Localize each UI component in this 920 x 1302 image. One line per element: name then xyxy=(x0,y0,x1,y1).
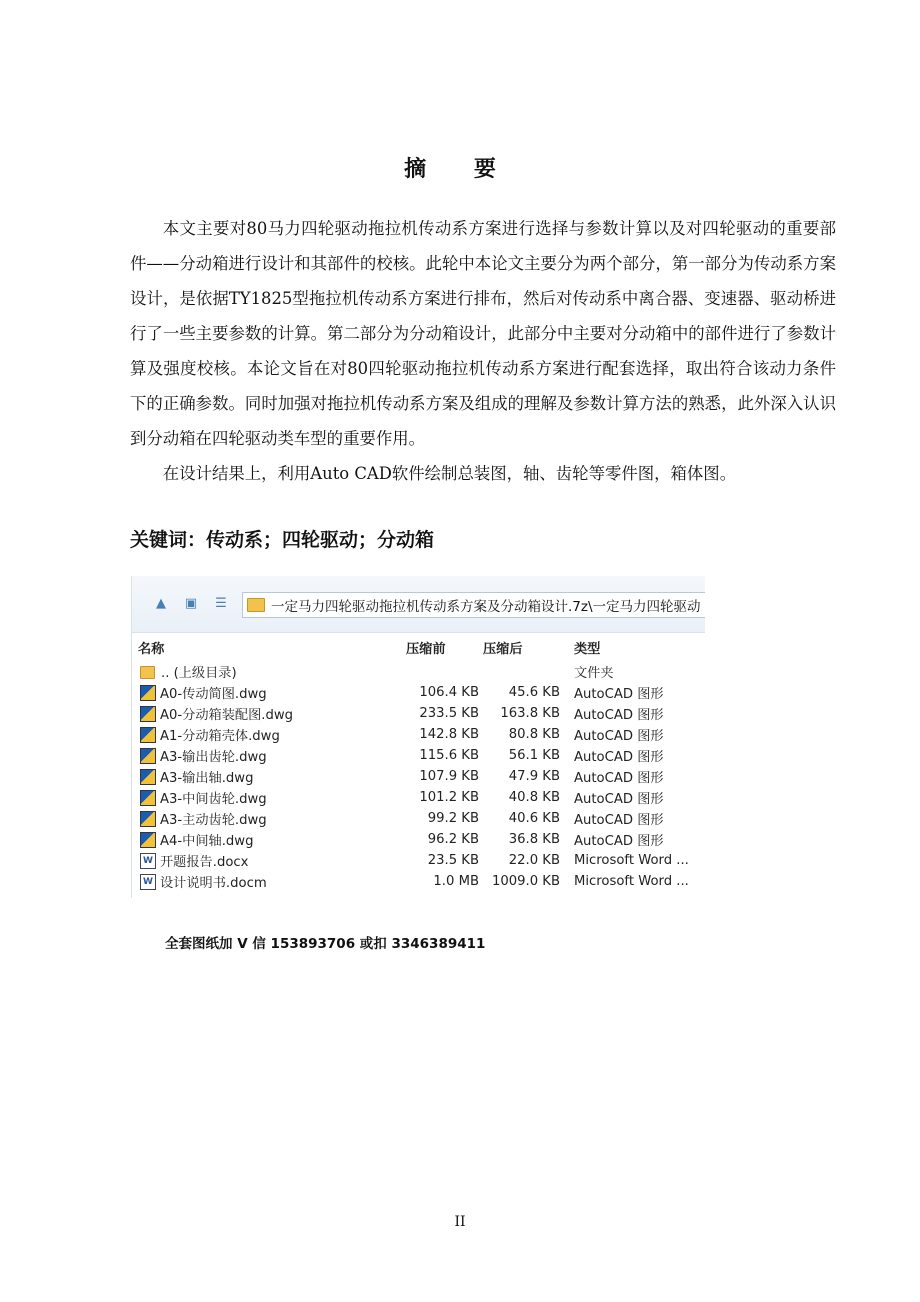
file-original-size: 233.5 KB xyxy=(419,706,479,721)
file-name: A1-分动箱壳体.dwg xyxy=(160,729,280,744)
file-list-header xyxy=(132,633,705,661)
file-type: AutoCAD 图形 xyxy=(574,771,664,786)
file-name-cell xyxy=(132,704,362,723)
file-name: .. (上级目录) xyxy=(161,666,237,681)
word-file-icon: W xyxy=(140,874,156,890)
file-compressed-size: 36.8 KB xyxy=(508,832,560,847)
file-name-cell xyxy=(132,809,362,828)
file-compressed-size: 22.0 KB xyxy=(508,853,560,868)
folder-icon xyxy=(140,666,155,679)
file-row[interactable] xyxy=(132,745,705,766)
dwg-file-icon xyxy=(140,748,156,764)
page-number: II xyxy=(454,1214,466,1230)
file-name-cell xyxy=(132,851,362,870)
file-name: A3-输出齿轮.dwg xyxy=(160,750,267,765)
dwg-file-icon xyxy=(140,832,156,848)
file-type: AutoCAD 图形 xyxy=(574,708,664,723)
file-name: A0-传动简图.dwg xyxy=(160,687,267,702)
file-row[interactable] xyxy=(132,703,705,724)
archive-explorer-screenshot xyxy=(131,576,705,898)
address-bar[interactable] xyxy=(242,592,705,618)
file-original-size: 142.8 KB xyxy=(419,727,479,742)
file-name-cell xyxy=(132,767,362,786)
contact-note: 全套图纸加 V 信 153893706 或扣 3346389411 xyxy=(165,936,486,952)
column-compressed-size[interactable]: 压缩后 xyxy=(483,641,523,657)
file-name: A0-分动箱装配图.dwg xyxy=(160,708,294,723)
keywords-line: 关键词：传动系；四轮驱动；分动箱 xyxy=(130,529,435,551)
file-original-size: 115.6 KB xyxy=(419,748,479,763)
list-view-icon[interactable]: ☰ xyxy=(215,596,227,611)
file-name: A3-中间齿轮.dwg xyxy=(160,792,267,807)
file-name: A3-输出轴.dwg xyxy=(160,771,254,786)
file-row[interactable] xyxy=(132,682,705,703)
up-arrow-icon[interactable]: ▲ xyxy=(156,596,166,611)
file-compressed-size: 47.9 KB xyxy=(508,769,560,784)
file-row[interactable] xyxy=(132,808,705,829)
file-type: AutoCAD 图形 xyxy=(574,750,664,765)
file-type: AutoCAD 图形 xyxy=(574,834,664,849)
file-name-cell xyxy=(132,746,362,765)
explorer-toolbar xyxy=(132,576,705,633)
file-row[interactable] xyxy=(132,766,705,787)
file-compressed-size: 40.6 KB xyxy=(508,811,560,826)
file-original-size: 99.2 KB xyxy=(427,811,479,826)
address-path: 一定马力四轮驱动拖拉机传动系方案及分动箱设计.7z\一定马力四轮驱动 xyxy=(271,599,701,615)
column-name[interactable]: 名称 xyxy=(138,641,165,657)
dwg-file-icon xyxy=(140,811,156,827)
file-row[interactable] xyxy=(132,829,705,850)
file-compressed-size: 1009.0 KB xyxy=(491,874,560,889)
file-row[interactable] xyxy=(132,871,705,892)
file-type: Microsoft Word ... xyxy=(574,853,689,868)
file-name-cell xyxy=(132,683,362,702)
page-title: 摘 要 xyxy=(404,157,516,182)
file-compressed-size: 45.6 KB xyxy=(508,685,560,700)
file-row[interactable] xyxy=(132,787,705,808)
file-name-cell xyxy=(132,872,362,891)
file-name-cell xyxy=(132,662,362,681)
file-type: AutoCAD 图形 xyxy=(574,792,664,807)
dwg-file-icon xyxy=(140,769,156,785)
dwg-file-icon xyxy=(140,790,156,806)
file-original-size: 101.2 KB xyxy=(419,790,479,805)
file-row[interactable] xyxy=(132,850,705,871)
abstract-paragraph-1: 本文主要对80马力四轮驱动拖拉机传动系方案进行选择与参数计算以及对四轮驱动的重要部件——分动箱进行设计和其部件的校核。此轮中本论文主要分为两个部分，第一部分为传动系方案设计，是依据TY1825型拖拉机传动系方案进行排布，然后对传动系中离合器、变速器、驱动桥进行了一些主要参数的计算。第二部分为分动箱设计，此部分中主要对分动箱中的部件进行了参数计算及强度校核。本论文旨在对80四轮驱动拖拉机传动系方案进行配套选择，取出符合该动力条件下的正确参数。同时加强对拖拉机传动系方案及组成的理解及参数计算方法的熟悉，此外深入认识到分动箱在四轮驱动类车型的重要作用。 xyxy=(130,219,836,448)
file-name-cell xyxy=(132,788,362,807)
file-type: Microsoft Word ... xyxy=(574,874,689,889)
file-name: 开题报告.docx xyxy=(160,855,249,870)
file-original-size: 106.4 KB xyxy=(419,685,479,700)
archive-icon xyxy=(247,598,265,612)
abstract-paragraph-2: 在设计结果上，利用Auto CAD软件绘制总装图，轴、齿轮等零件图，箱体图。 xyxy=(162,464,737,483)
abstract-body xyxy=(130,211,836,491)
file-compressed-size: 80.8 KB xyxy=(508,727,560,742)
file-type: AutoCAD 图形 xyxy=(574,813,664,828)
column-original-size[interactable]: 压缩前 xyxy=(406,641,446,657)
file-type: AutoCAD 图形 xyxy=(574,687,664,702)
file-compressed-size: 163.8 KB xyxy=(500,706,560,721)
dwg-file-icon xyxy=(140,685,156,701)
file-name: 设计说明书.docm xyxy=(160,876,267,891)
file-name: A3-主动齿轮.dwg xyxy=(160,813,267,828)
dwg-file-icon xyxy=(140,727,156,743)
file-original-size: 23.5 KB xyxy=(427,853,479,868)
word-file-icon: W xyxy=(140,853,156,869)
dwg-file-icon xyxy=(140,706,156,722)
file-original-size: 107.9 KB xyxy=(419,769,479,784)
file-row[interactable] xyxy=(132,724,705,745)
file-row[interactable] xyxy=(132,661,705,682)
column-type[interactable]: 类型 xyxy=(574,641,601,657)
file-name: A4-中间轴.dwg xyxy=(160,834,254,849)
view-icon[interactable]: ▣ xyxy=(184,596,198,611)
file-original-size: 96.2 KB xyxy=(427,832,479,847)
file-list xyxy=(132,661,705,892)
file-name-cell xyxy=(132,725,362,744)
file-compressed-size: 40.8 KB xyxy=(508,790,560,805)
file-type: AutoCAD 图形 xyxy=(574,729,664,744)
file-compressed-size: 56.1 KB xyxy=(508,748,560,763)
file-original-size: 1.0 MB xyxy=(433,874,479,889)
file-type: 文件夹 xyxy=(574,666,614,681)
file-name-cell xyxy=(132,830,362,849)
